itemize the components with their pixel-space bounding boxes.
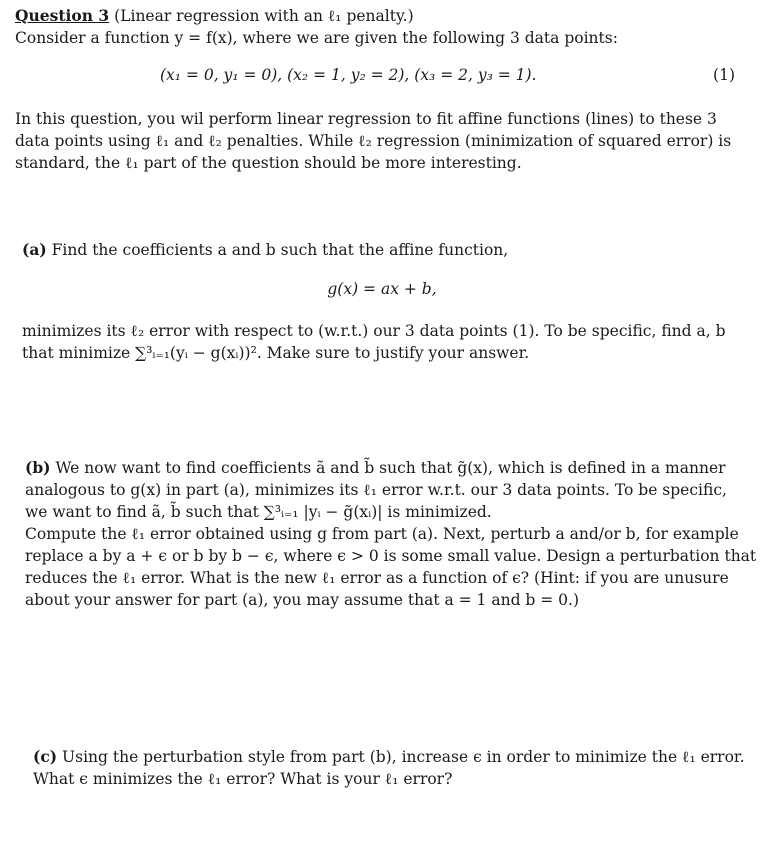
instructions-paragraph (15, 108, 735, 174)
question-heading (15, 5, 755, 27)
equation-number: (1) (713, 66, 735, 84)
part-a-line: that minimize ∑³ᵢ₌₁(yᵢ − g(xᵢ))². Make sure to justify your answer. (22, 344, 530, 362)
part-c-first-line (33, 746, 749, 768)
part-b-line: we want to find ã, b̃ such that ∑³ᵢ₌₁ |yᵢ − g̃(xᵢ)| is minimized. (25, 503, 492, 521)
part-b-line: about your answer for part (a), you may assume that a = 1 and b = 0.) (25, 591, 580, 609)
intro-text: Consider a function y = f(x), where we are given the following 3 data points: (15, 29, 618, 47)
part-c-line: What ϵ minimizes the ℓ₁ error? What is your ℓ₁ error? (33, 770, 453, 788)
part-a-line: minimizes its ℓ₂ error with respect to (w.r.t.) our 3 data points (1). To be specific, find a, b (22, 322, 726, 340)
part-b-line: Compute the ℓ₁ error obtained using g from part (a). Next, perturb a and/or b, for example (25, 525, 739, 543)
part-b-first-line (25, 457, 741, 479)
question-title: (Linear regression with an ℓ₁ penalty.) (114, 7, 414, 25)
part-b-line: reduces the ℓ₁ error. What is the new ℓ₁ error as a function of ϵ? (Hint: if you are unusure (25, 569, 729, 587)
part-c (33, 746, 749, 790)
paragraph-line: standard, the ℓ₁ part of the question should be more interesting. (15, 154, 522, 172)
equation-body: (x₁ = 0, y₁ = 0), (x₂ = 1, y₂ = 2), (x₃ = 2, y₃ = 1). (160, 66, 537, 84)
part-b-label: (b) (25, 458, 51, 477)
part-a-formula: g(x) = ax + b, (327, 280, 437, 298)
part-a-intro-text: Find the coefficients a and b such that the affine function, (51, 241, 509, 259)
part-a-intro (22, 239, 742, 261)
data-points-equation (15, 66, 735, 90)
part-b-line: replace a by a + ϵ or b by b − ϵ, where ϵ > 0 is some small value. Design a perturbation that (25, 547, 757, 565)
part-c-line: Using the perturbation style from part (b), increase ϵ in order to minimize the ℓ₁ error. (62, 748, 745, 766)
part-b-line: analogous to g(x) in part (a), minimizes its ℓ₁ error w.r.t. our 3 data points. To be specific, (25, 481, 727, 499)
question-number: Question 3 (15, 6, 110, 25)
part-b (25, 457, 757, 611)
paragraph-line: In this question, you wil perform linear regression to fit affine functions (lines) to these 3 (15, 110, 717, 128)
part-a-label: (a) (22, 240, 47, 259)
part-b-line: We now want to find coefficients ã and b̃ such that g̃(x), which is defined in a manner (55, 459, 726, 477)
paragraph-line: data points using ℓ₁ and ℓ₂ penalties. While ℓ₂ regression (minimization of squared error) is (15, 132, 732, 150)
part-a-body (22, 320, 742, 364)
part-c-label: (c) (33, 747, 58, 766)
